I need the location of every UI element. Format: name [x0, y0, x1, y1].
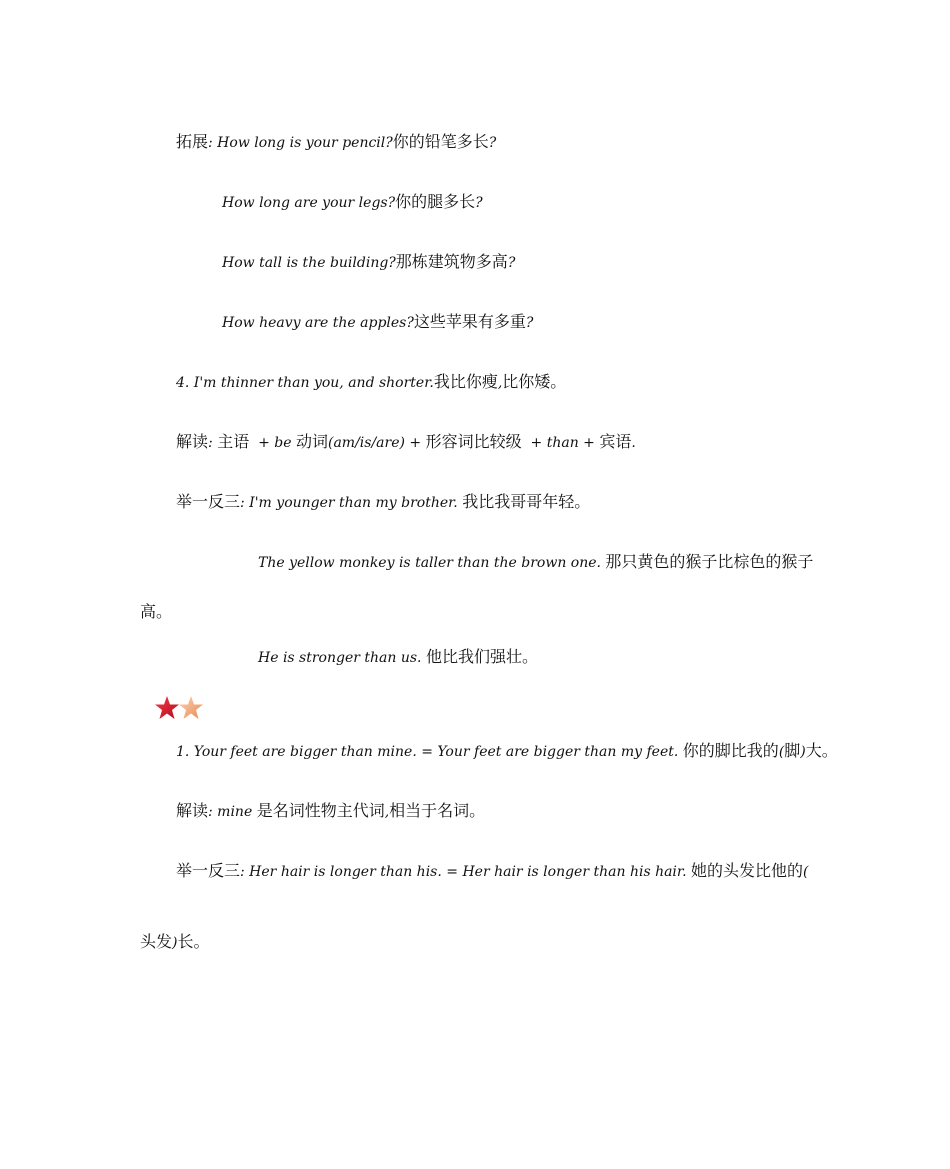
- explanation-line: [176, 432, 636, 453]
- english-text: + be: [249, 435, 296, 451]
- chinese-text: 她的头发比他的: [690, 861, 803, 880]
- explanation-line-2: [176, 801, 485, 822]
- chinese-text: 你的脚比我的: [682, 741, 779, 760]
- chinese-text: 这些苹果有多重: [413, 312, 526, 331]
- chinese-text: 大。: [805, 741, 838, 760]
- example-line-1: [176, 492, 590, 513]
- chinese-text: 宾语: [599, 432, 632, 451]
- chinese-text: 高。: [140, 602, 173, 621]
- chinese-text: 是名词性物主代词: [256, 801, 385, 820]
- english-text: ?: [525, 315, 534, 331]
- english-text: (: [802, 864, 809, 880]
- english-text: + than +: [521, 435, 600, 451]
- english-text: ?: [475, 195, 483, 211]
- english-text: 4. I'm thinner than you, and shorter.: [176, 375, 434, 391]
- chinese-text: 动词: [295, 432, 328, 451]
- english-text: ?: [488, 135, 497, 151]
- english-text: 1. Your feet are bigger than mine. = Your feet are bigger than my feet.: [176, 744, 683, 760]
- star-icon: [155, 696, 179, 719]
- chinese-text: 脚: [784, 741, 801, 760]
- chinese-text: 你的腿多长: [395, 192, 476, 211]
- example-line-4: [176, 861, 808, 882]
- english-text: : Her hair is longer than his. = Her hair is longer than his hair.: [240, 864, 691, 880]
- pattern-sentence-1: [176, 741, 838, 762]
- english-text: : mine: [208, 804, 257, 820]
- label-text: 拓展: [176, 132, 209, 151]
- chinese-text: 头: [140, 932, 157, 951]
- rating-stars: [154, 695, 206, 721]
- example-line-2-wrap: [140, 602, 172, 622]
- star-icon: [179, 696, 203, 719]
- line-extension-3: [222, 252, 515, 273]
- english-text: ,: [497, 375, 503, 391]
- sentence-4: [176, 372, 566, 393]
- english-text: ?: [507, 255, 516, 271]
- chinese-text: 那栋建筑物多高: [395, 252, 508, 271]
- chinese-text: 主语: [217, 432, 250, 451]
- label-text: 举一反三: [176, 492, 241, 511]
- label-text: 解读: [176, 432, 209, 451]
- chinese-text: 相当于名词。: [389, 801, 486, 820]
- line-extension-2: [222, 192, 483, 213]
- english-text: The yellow monkey is taller than the brown one.: [258, 555, 606, 571]
- english-text: ): [172, 935, 178, 951]
- example-line-4-wrap: [140, 932, 210, 953]
- english-text: He is stronger than us.: [258, 650, 426, 666]
- chinese-text: 发: [156, 932, 173, 951]
- example-line-2: [258, 552, 813, 573]
- chinese-text: 你的铅笔多长: [392, 132, 489, 151]
- english-text: How tall is the building?: [222, 255, 396, 271]
- chinese-text: 我比你瘦: [433, 372, 498, 391]
- chinese-text: 他比我们强壮。: [425, 647, 538, 666]
- english-text: .: [631, 435, 636, 451]
- english-text: : I'm younger than my brother.: [240, 495, 463, 511]
- english-text: (am/is/are) +: [328, 435, 426, 451]
- chinese-text: 我比我哥哥年轻。: [462, 492, 591, 511]
- example-line-3: [258, 647, 538, 668]
- english-text: ): [800, 744, 806, 760]
- label-text: 解读: [176, 801, 209, 820]
- english-text: (: [778, 744, 785, 760]
- chinese-text: 那只黄色的猴子比棕色的猴子: [605, 552, 814, 571]
- section-heading: [140, 695, 206, 721]
- english-text: : How long is your pencil?: [208, 135, 393, 151]
- line-extension-1: [176, 132, 496, 153]
- chinese-text: 形容词比较级: [425, 432, 522, 451]
- english-text: How long are your legs?: [222, 195, 396, 211]
- chinese-text: 比你矮。: [502, 372, 567, 391]
- label-text: 举一反三: [176, 861, 241, 880]
- line-extension-4: [222, 312, 533, 333]
- english-text: :: [208, 435, 218, 451]
- english-text: How heavy are the apples?: [222, 315, 414, 331]
- chinese-text: 长。: [177, 932, 210, 951]
- english-text: ,: [384, 804, 390, 820]
